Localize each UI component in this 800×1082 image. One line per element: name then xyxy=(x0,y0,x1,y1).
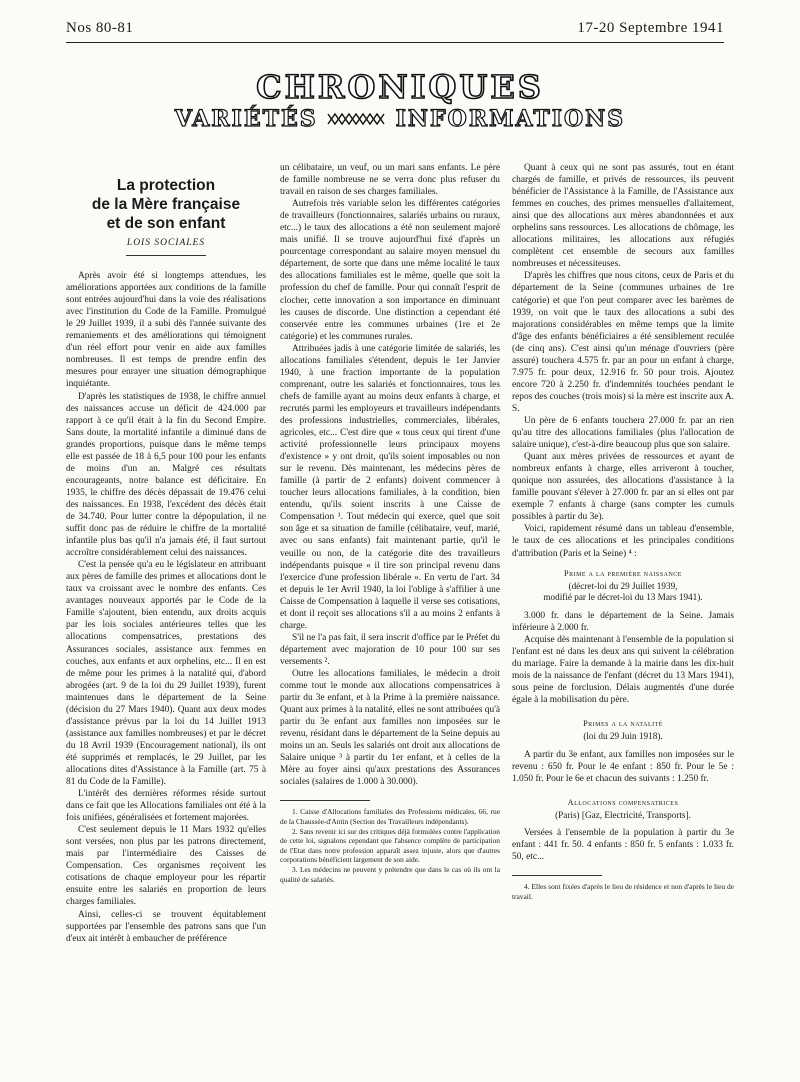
section-subheading: (Paris) [Gaz, Electricité, Transports]. xyxy=(555,809,691,820)
footnote: 4. Elles sont fixées d'après le lieu de résidence et non d'après le lieu de travail. xyxy=(512,882,734,901)
section-subheading-line: (décret-loi du 29 Juillet 1939, xyxy=(568,580,678,591)
section-heading: Primes a la natalité xyxy=(583,718,663,728)
paragraph: S'il ne l'a pas fait, il sera inscrit d'office par le Préfet du département avec majoration de 10 pour 100 sur ses versements ². xyxy=(280,632,500,667)
paragraph: Attribuées jadis à une catégorie limitée de salariés, les allocations familiales s'étendent, depuis le 1er Janvier 1940, à une fraction importante de la population comprenant, outre les salariés et fonctionnaires, tous les chefs de famille ayant au moins deux enfants à charge, et recrutés parmi les employeurs et travailleurs indépendants des professions industrielles, commerciales, libérales, agricoles, etc... C'est dire que « tous ceux qui tirent d'une activité professionnelle leurs principaux moyens d'existence » y ont droit, qu'ils soient imposables ou non sur le revenu. Dès maintenant, les médecins pères de famille (à partir de 2 enfants) doivent commencer à toucher leurs allocations familiales, à la condition, bien entendu, qu'ils soient inscrits à une Caisse de Compensation ¹. Tout médecin qui exerce, quel que soit son âge et sa situation de famille (célibataire, veuf, marié, avec ou sans enfants) fait maintenant partie, qu'il le veuille ou non, de la catégorie dite des travailleurs indépendants puisque « il tire son principal revenu dans l'exercice d'une profession libérale ». En vertu de l'art. 34 et depuis le 1er Avril 1940, la loi l'oblige à s'affilier à une Caisse de Compensation à laquelle il verse ses cotisations, et dont il reçoit ses allocations s'il a au moins 2 enfants à charge. xyxy=(280,343,500,631)
paragraph: Après avoir été si longtemps attendues, les améliorations apportées aux conditions de la famille sont entrées aujourd'hui dans la voie des réalisations avec l'institution du Code de la Famille. Promulgué le 29 Juillet 1939, il a subi dès l'année suivante des remaniements et des améliorations qui témoignent d'un réel effort pour venir en aide aux familles nombreuses. Il est temps de prendre enfin des mesures pour enrayer une situation démographique inquiétante. xyxy=(66,271,266,390)
running-header xyxy=(66,20,724,40)
masthead-varietes: VARIÉTÉS xyxy=(174,106,318,132)
paragraph: Acquise dès maintenant à l'ensemble de la population si l'enfant est né dans les deux ans qui suivent la célébration du mariage. Faire la demande à la mairie dans les dix-huit mois de la naissance de l'enfant (décret du 13 Mars 1941), sous peine de forclusion. Délais augmentés d'une durée égale à la mobilisation du père. xyxy=(512,634,734,705)
title-rule xyxy=(126,255,206,256)
section-subheading xyxy=(512,581,734,604)
paragraph: A partir du 3e enfant, aux familles non imposées sur le revenu : 650 fr. Pour le 4e enfant : 850 fr. Pour le 5e : 1.050 fr. Pour le 6e et chacun des suivants : 1.250 fr. xyxy=(512,749,734,784)
paragraph: 3.000 fr. dans le département de la Seine. Jamais inférieure à 2.000 fr. xyxy=(512,610,734,633)
column-3 xyxy=(512,162,734,902)
paragraph: Quant aux mères privées de ressources et ayant de nombreux enfants à charge, elles arriveront à toucher, quoique non assurées, des allocations d'assistance à la famille pouvant s'élever à 27.000 fr. par an si elles ont par exemple 7 enfants à charge (sans compter les cumuls possibles à partir du 3e). xyxy=(512,452,734,523)
paragraph: un célibataire, un veuf, ou un mari sans enfants. Le père de famille nombreuse ne se verra donc plus refuser du travail en raison de ses charges familiales. xyxy=(280,163,500,198)
masthead xyxy=(0,70,800,132)
paragraph: Autrefois très variable selon les différentes catégories de travailleurs (fonctionnaires, salariés urbains ou ruraux, etc...) le taux des allocations a été non seulement majoré mais unifié. Il se trouve aujourd'hui fixé d'après un pourcentage correspondant au salaire moyen mensuel du département, de sorte que dans une même localité le taux des allocations familiales est le même, quelle que soit la profession du chef de famille. Pour qui connaît l'esprit de clocher, cette innovation a son importance en diminuant les causes de discorde. Une distinction a cependant été conservée entre les communes urbaines (1re et 2e catégorie) et les communes rurales. xyxy=(280,199,500,342)
issue-number: Nos 80-81 xyxy=(66,20,134,36)
footnote: 2. Sans revenir ici sur des critiques déjà formulées contre l'application de cette loi, signalons cependant que l'absence complète de participation de l'Etat dans notre profession apparaît assez injuste, alors que d'autres corporations bénéficient largement de son aide. xyxy=(280,826,500,865)
ornament-icon xyxy=(326,110,388,128)
paragraph: Versées à l'ensemble de la population à partir du 3e enfant : 441 fr. 50. 4 enfants : 850 fr. 5 enfants : 1.033 fr. 50, etc... xyxy=(512,828,734,863)
paragraph: Quant à ceux qui ne sont pas assurés, tout en étant chargés de famille, et privés de ressources, ils peuvent bénéficier de l'Assistance à la Famille, de l'Assistance aux femmes en couches, des primes mensuelles d'allaitement, ainsi que des allocations aux mères abandonnées et aux orphelins sans ressources. Les allocations de chômage, les allocations militaires, les allocations aux réfugiés complètent cet ensemble de secours aux familles nombreuses et nécessiteuses. xyxy=(512,163,734,270)
masthead-chroniques: CHRONIQUES xyxy=(256,68,544,106)
article-subtitle: LOIS SOCIALES xyxy=(126,238,206,248)
paragraph: D'après les chiffres que nous citons, ceux de Paris et du département de la Seine (communes urbaines de 1re catégorie) et que l'on peut comparer avec les barèmes de 1939, on voit que le taux des allocations a subi des majorations considérables en même temps que la limite d'âge des enfants bénéficiaires a été sensiblement reculée (de cinq ans). C'est ainsi qu'un ménage d'ouvriers (père assuré) touchera 4.575 fr. par an pour un enfant à charge, 7.975 fr. pour deux, 12.916 fr. 50 pour trois. Ajoutez encore 720 à 2.250 fr. d'indemnités touchées pendant le repos des couches (trois mois) si la mère est inscrite aux A. S. xyxy=(512,271,734,414)
footnote-rule xyxy=(512,875,602,876)
article-title-line: de la Mère française xyxy=(91,196,241,213)
section-subheading-line: modifié par le décret-loi du 13 Mars 1941). xyxy=(543,592,703,603)
paragraph: L'intérêt des dernières réformes réside surtout dans ce fait que les Allocations familiales ont été à la fois unifiées, généralisées et fortement majorées. xyxy=(66,789,266,824)
footnote: 3. Les médecins ne peuvent y prétendre que dans le cas où ils ont la qualité de salariés. xyxy=(280,865,500,884)
footnote: 1. Caisse d'Allocations familiales des Professions médicales, 66, rue de la Chaussée-d'Antin (Section des Travailleurs indépendants). xyxy=(280,807,500,827)
masthead-line2 xyxy=(0,106,800,132)
paragraph: C'est seulement depuis le 11 Mars 1932 qu'elles sont versées, non plus par les patrons directement, mais par l'intermédiaire des Caisses de Compensation. Ces organismes reçoivent les cotisations de chaque employeur pour les répartir ensuite entre les salariés en proportion de leurs charges familiales. xyxy=(66,825,266,908)
paragraph: Voici, rapidement résumé dans un tableau d'ensemble, le taux de ces allocations et les principales conditions d'attribution (Paris et la Seine) ⁴ : xyxy=(512,524,734,559)
section-heading: Prime a la première naissance xyxy=(564,568,682,578)
section-subheading: (loi du 29 Juin 1918). xyxy=(583,731,663,742)
issue-date: 17-20 Septembre 1941 xyxy=(577,20,724,36)
paragraph: C'est la pensée qu'a eu le législateur en attribuant aux pères de famille des primes et allocations dont le taux va croissant avec le nombre des enfants. Ces avantages nouveaux apportés par le Code de la Famille s'ajoutent, bien entendu, aux droits acquis par les lois sociales antérieures telles que les allocations compensatrices, prestations des Assurances sociales, assistance aux femmes en couches, aux enfants et aux orphelins, etc... Il en est de même pour les primes à la natalité qui, d'abord abrogées (art. 9 de la loi du 29 Juillet 1939), furent maintenues dans le département de la Seine (décision du 27 Mars 1940). Quant aux deux modes d'assistance prévus par la loi du 14 Juillet 1913 (assistance aux familles nombreuses) et par le décret du 18 Avril 1939 (Encouragement national), ils ont été supprimés et remplacés, le 29 Juillet, par les allocations dites d'Assistance à la Famille (art. 75 à 81 du Code de la Famille). xyxy=(66,560,266,788)
column-1 xyxy=(66,168,266,945)
paragraph: Ainsi, celles-ci se trouvent équitablement supportées par l'ensemble des patrons sans que l'un d'eux ait intérêt à embaucher de préférence xyxy=(66,909,266,944)
column-2 xyxy=(280,162,500,884)
paragraph: Outre les allocations familiales, le médecin a droit comme tout le monde aux allocations compensatrices à partir du 3e enfant, et à la Prime à la première naissance. Quant aux primes à la natalité, elles ne sont attribuées qu'à partir du 3e enfant aux familles non imposées sur le revenu, résidant dans le département de la Seine depuis au moins un an. Seuls les salariés ont droit aux allocations de Salaire unique ³ à partir du 1er enfant, et à celles de la Mère au foyer ainsi qu'aux prestations des Assurances sociales (salaires de 1.000 à 30.000). xyxy=(280,668,500,788)
paragraph: Un père de 6 enfants touchera 27.000 fr. par an rien qu'au titre des allocations familiales (plus l'allocation de salaire unique), c'est-à-dire beaucoup plus que son salaire. xyxy=(512,415,734,451)
article-title-line: et de son enfant xyxy=(106,215,226,232)
paragraph: D'après les statistiques de 1938, le chiffre annuel des naissances accuse un déficit de 424.000 par rapport à ce qu'il était à la fin du Second Empire. Sans doute, la mortalité infantile a diminué dans de grandes proportions, puisque dans le même temps elle est passée de 18 à 6,5 pour 100 pour les enfants de moins d'un an. Malgré ces résultats encourageants, notre balance est déficitaire. En 1935, le chiffre des décès dépassait de 19.476 celui des naissances. En 1938, l'excédent des décès était de 34.740. Pour lutter contre la dépopulation, il ne suffit donc pas de réduire le chiffre de la mortalité infantile plus bas qu'il n'a jamais été, il faut surtout accroître considérablement celui des naissances. xyxy=(66,391,266,559)
article-title-line: La protection xyxy=(116,177,216,194)
header-rule xyxy=(66,42,724,43)
article-title xyxy=(66,176,266,233)
masthead-informations: INFORMATIONS xyxy=(395,106,626,132)
footnote-rule xyxy=(280,800,370,801)
section-heading: Allocations compensatrices xyxy=(567,797,679,807)
